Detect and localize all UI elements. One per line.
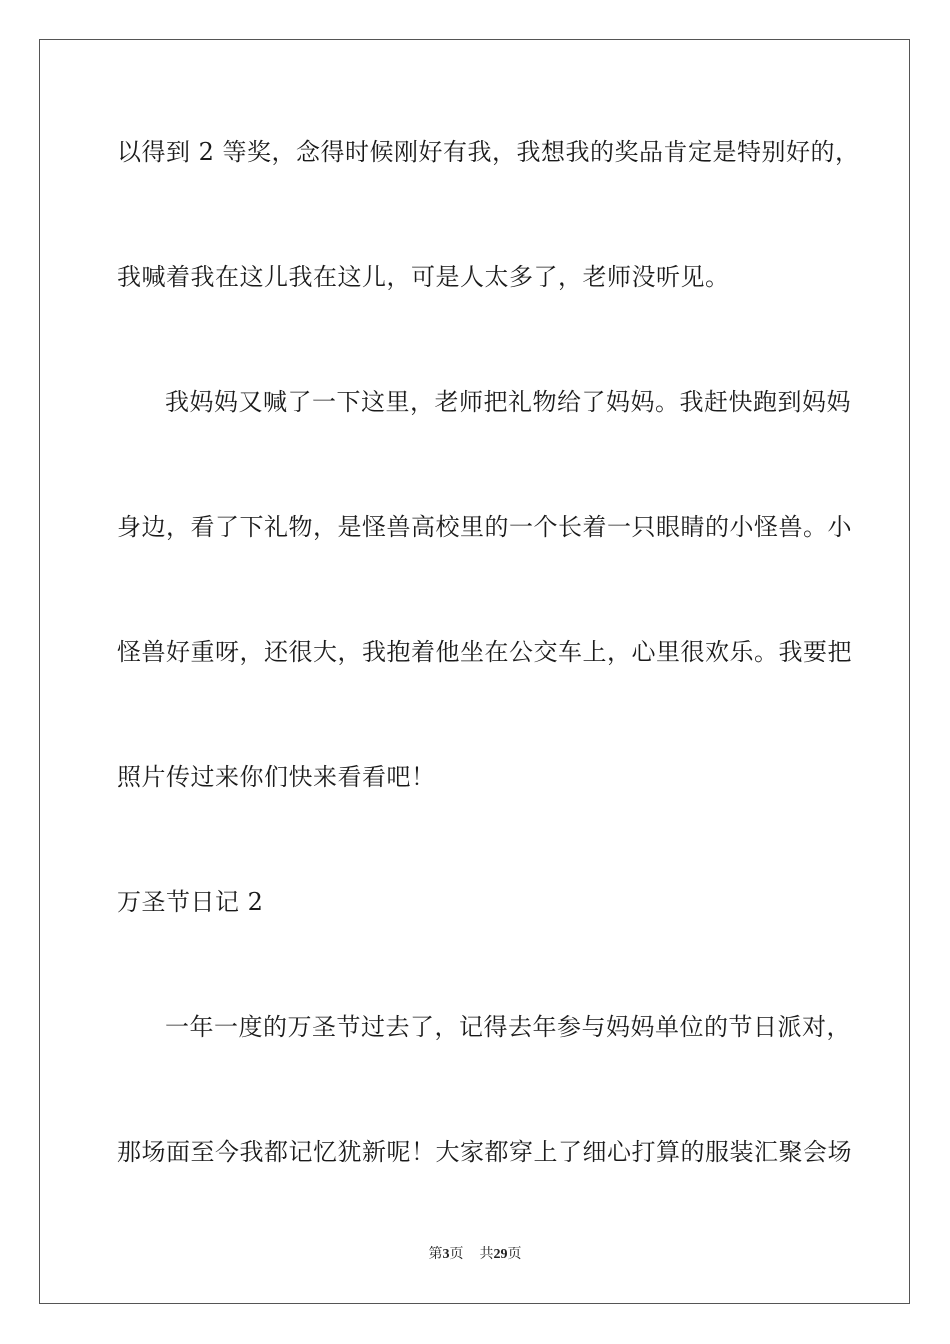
page-label-prefix: 第 — [428, 1247, 443, 1262]
body-line-7: 一年一度的万圣节过去了，记得去年参与妈妈单位的节日派对， — [165, 1013, 851, 1041]
page-number: 3 — [442, 1247, 450, 1262]
body-line-1: 以得到 2 等奖，念得时候刚好有我，我想我的奖品肯定是特别好的， — [117, 138, 860, 166]
body-line-6: 照片传过来你们快来看看吧！ — [117, 763, 436, 791]
page-label-suffix: 页 — [449, 1247, 464, 1262]
page-border — [39, 39, 910, 1304]
body-line-4: 身边，看了下礼物，是怪兽高校里的一个长着一只眼睛的小怪兽。小 — [117, 513, 852, 541]
page-footer — [0, 1246, 950, 1264]
body-line-5: 怪兽好重呀，还很大，我抱着他坐在公交车上，心里很欢乐。我要把 — [117, 638, 852, 666]
body-line-3: 我妈妈又喊了一下这里，老师把礼物给了妈妈。我赶快跑到妈妈 — [165, 388, 851, 416]
body-line-8: 那场面至今我都记忆犹新呢！大家都穿上了细心打算的服装汇聚会场 — [117, 1138, 852, 1166]
total-label-suffix: 页 — [507, 1247, 522, 1262]
section-heading: 万圣节日记 2 — [117, 888, 264, 916]
total-pages: 29 — [493, 1247, 508, 1262]
total-label-prefix: 共 — [479, 1247, 494, 1262]
body-line-2: 我喊着我在这儿我在这儿，可是人太多了，老师没听见。 — [117, 263, 730, 291]
